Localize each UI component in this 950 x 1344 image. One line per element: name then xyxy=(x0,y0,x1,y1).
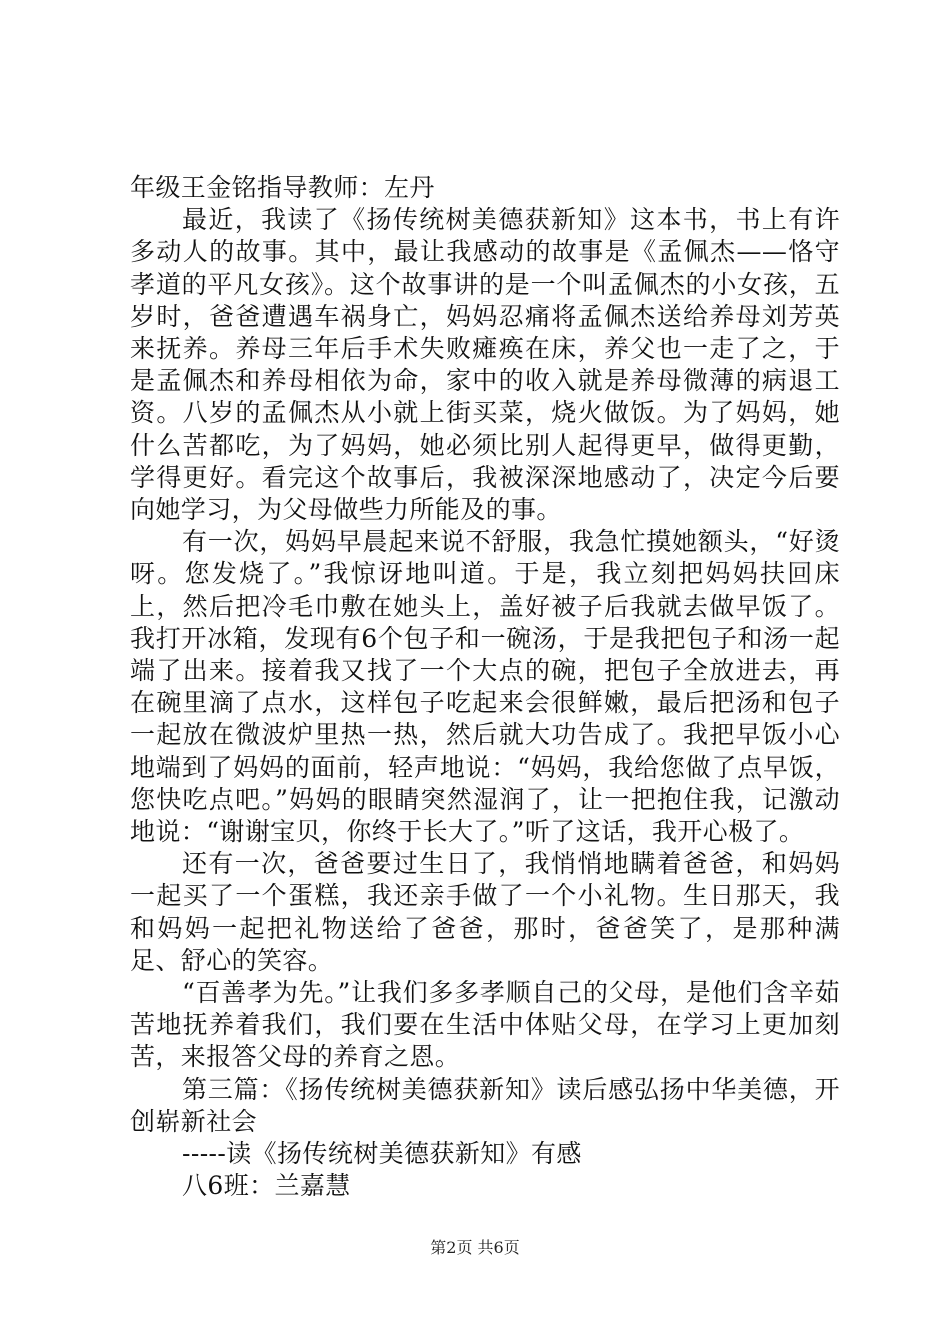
section-title-part-three: 第三篇：《扬传统树美德获新知》读后感弘扬中华美德，开创崭新社会 xyxy=(130,1074,840,1136)
section-author: 八6班：兰嘉慧 xyxy=(182,1171,351,1201)
page-number-footer: 第2页 共6页 xyxy=(430,1238,520,1257)
author-line: 年级王金铭指导教师：左丹 xyxy=(130,173,435,202)
paragraph-reading-intro: 最近，我读了《扬传统树美德获新知》这本书，书上有许多动人的故事。其中，最让我感动的故事是《孟佩杰——恪守孝道的平凡女孩》。这个故事讲的是一个叫孟佩杰的小女孩，五岁时，爸爸遭遇车祸身亡，妈妈忍痛将孟佩杰送给养母刘芳英来抚养。养母三年后手术失败瘫痪在床，养父也一走了之，于是孟佩杰和养母相依为命，家中的收入就是养母微薄的病退工资。八岁的孟佩杰从小就上街买菜，烧火做饭。为了妈妈，她什么苦都吃，为了妈妈，她必须比别人起得更早，做得更勤，学得更好。看完这个故事后，我被深深地感动了，决定今后要向她学习，为父母做些力所能及的事。 xyxy=(130,205,840,525)
paragraph-breakfast-story: 有一次，妈妈早晨起来说不舒服，我急忙摸她额头，“好烫呀。您发烧了。”我惊讶地叫道。于是，我立刻把妈妈扶回床上，然后把冷毛巾敷在她头上，盖好被子后我就去做早饭了。我打开冰箱，发现有6个包子和一碗汤，于是我把包子和汤一起端了出来。接着我又找了一个大点的碗，把包子全放进去，再在碗里滴了点水，这样包子吃起来会很鲜嫩，最后把汤和包子一起放在微波炉里热一热，然后就大功告成了。我把早饭小心地端到了妈妈的面前，轻声地说：“妈妈，我给您做了点早饭，您快吃点吧。”妈妈的眼睛突然湿润了，让一把抱住我，记激动地说：“谢谢宝贝，你终于长大了。”听了这话，我开心极了。 xyxy=(130,527,840,847)
paragraph-conclusion: “百善孝为先。”让我们多多孝顺自己的父母，是他们含辛茹苦地抚养着我们，我们要在生活中体贴父母，在学习上更加刻苦，来报答父母的养育之恩。 xyxy=(130,978,840,1072)
document-body xyxy=(130,172,840,1203)
paragraph-birthday-story: 还有一次，爸爸要过生日了，我悄悄地瞒着爸爸，和妈妈一起买了一个蛋糕，我还亲手做了一个小礼物。生日那天，我和妈妈一起把礼物送给了爸爸，那时，爸爸笑了，是那种满足、舒心的笑容。 xyxy=(130,849,840,975)
section-subtitle: -----读《扬传统树美德获新知》有感 xyxy=(182,1139,582,1169)
